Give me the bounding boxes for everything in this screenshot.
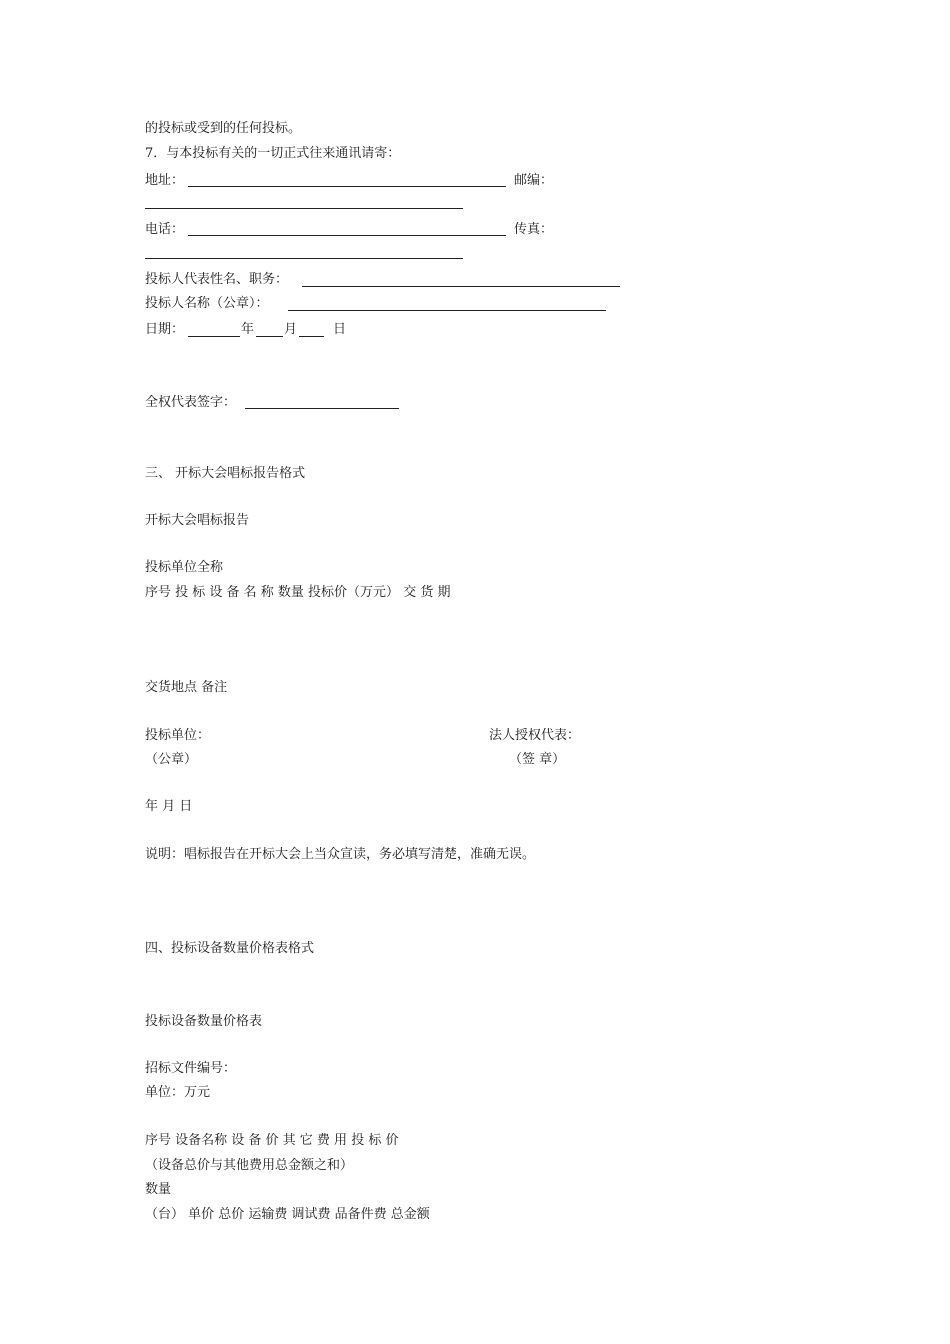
fax-blank[interactable]	[145, 258, 463, 259]
unit-label: 单位：万元	[145, 1085, 211, 1100]
bidder-name-blank[interactable]	[288, 310, 606, 311]
signature-label: 全权代表签字：	[145, 395, 237, 410]
report-columns-2: 交货地点 备注	[145, 680, 228, 695]
date-year-label: 年	[241, 322, 255, 337]
section-4-heading: 四、投标设备数量价格表格式	[145, 941, 315, 956]
text-continuation: 的投标或受到的任何投标。	[145, 121, 302, 136]
bidder-name-label: 投标人名称（公章）：	[145, 296, 269, 311]
address-label: 地址：	[145, 173, 185, 188]
section-3-heading: 三、 开标大会唱标报告格式	[145, 466, 306, 481]
quantity-label: 数量	[145, 1182, 172, 1197]
rep-name-label: 投标人代表性名、职务：	[145, 272, 289, 287]
fax-label: 传真：	[514, 222, 554, 237]
bidder-full-name-label: 投标单位全称	[145, 560, 224, 575]
date-month-label: 月	[284, 322, 298, 337]
date-month-blank[interactable]	[256, 336, 283, 337]
date-day-blank[interactable]	[299, 336, 324, 337]
sign-label: （签 章）	[509, 752, 566, 767]
seal-label: （公章）	[145, 752, 198, 767]
date-year-blank[interactable]	[188, 336, 240, 337]
legal-rep-label: 法人授权代表：	[489, 728, 581, 743]
report-date-label: 年 月 日	[145, 799, 193, 814]
postcode-label: 邮编：	[514, 173, 554, 188]
price-table-columns-note: （设备总价与其他费用总金额之和）	[145, 1158, 354, 1173]
price-table-subcolumns: （台） 单价 总价 运输费 调试费 品备件费 总金额	[145, 1207, 430, 1222]
phone-label: 电话：	[145, 222, 185, 237]
report-note: 说明：唱标报告在开标大会上当众宣读，务必填写清楚，准确无误。	[145, 847, 536, 862]
price-table-columns: 序号 设备名称 设 备 价 其 它 费 用 投 标 价	[145, 1133, 399, 1148]
tender-doc-number-label: 招标文件编号：	[145, 1061, 237, 1076]
address-blank[interactable]	[188, 186, 506, 187]
phone-blank[interactable]	[188, 235, 506, 236]
bidder-unit-label: 投标单位：	[145, 728, 211, 743]
rep-name-blank[interactable]	[302, 286, 620, 287]
postcode-blank[interactable]	[145, 208, 463, 209]
date-day-label: 日	[333, 322, 347, 337]
section-3-title: 开标大会唱标报告	[145, 513, 250, 528]
signature-blank[interactable]	[245, 408, 399, 409]
item-7-heading: 7．与本投标有关的一切正式往来通讯请寄：	[145, 146, 401, 161]
date-label: 日期：	[145, 322, 185, 337]
report-columns: 序号 投 标 设 备 名 称 数量 投标价（万元） 交 货 期	[145, 585, 451, 600]
section-4-title: 投标设备数量价格表	[145, 1014, 263, 1029]
